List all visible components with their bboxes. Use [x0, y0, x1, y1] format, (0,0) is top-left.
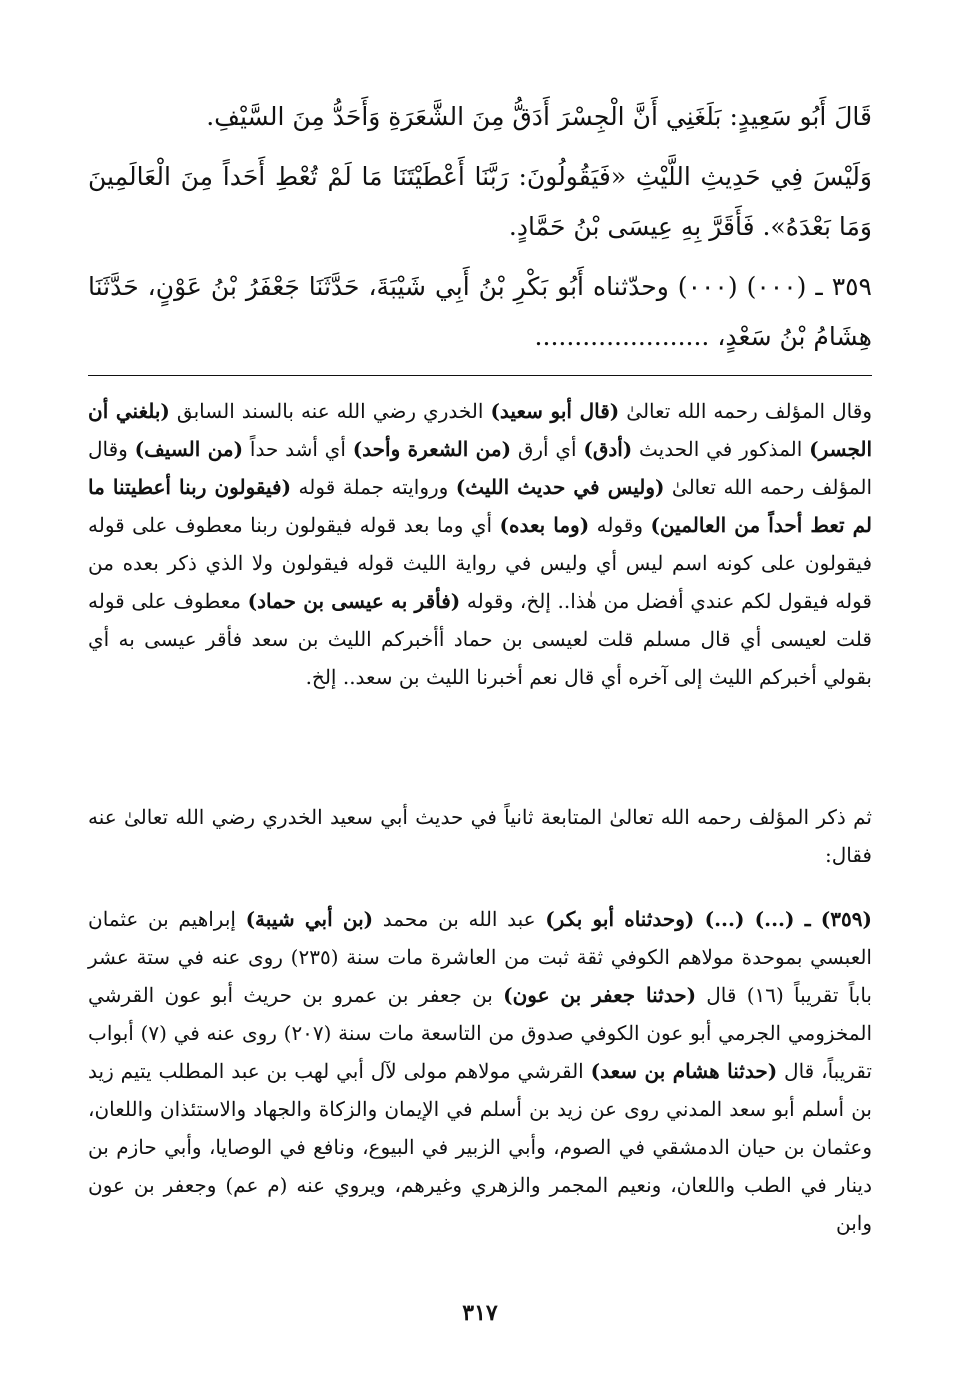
- commentary-text: أي أشد حداً: [243, 437, 353, 461]
- matn-paragraph-1: قَالَ أَبُو سَعِيدٍ: بَلَغَنِي أَنَّ الْجِسْرَ أَدَقُّ مِنَ الشَّعَرَةِ وَأَحَدُّ مِنَ السَّيْفِ.: [206, 102, 872, 131]
- section-divider: [88, 375, 872, 376]
- commentary-text: بن جعفر بن عمرو بن حريث أبو عون القرشي المخزومي الجرمي أبو عون الكوفي صدوق من التاسعة مات سنة (٢٠٧) روى عنه في (٧) أبواب تقريباً، قال: [88, 983, 873, 1083]
- commentary-text: وقوله: [589, 513, 651, 537]
- quoted-phrase: (أدق): [583, 437, 633, 461]
- commentary-text: المذكور في الحديث: [632, 437, 810, 461]
- commentary-text: ثم ذكر المؤلف رحمه الله تعالىٰ المتابعة ثانياً في حديث أبي سعيد الخدري رضي الله تعالىٰ عنه فقال:: [88, 805, 872, 867]
- commentary-paragraph-2: [88, 798, 872, 874]
- commentary-text: القرشي مولاهم مولى لآل أبي لهب بن عبد المطلب يتيم زيد بن أسلم أبو سعد المدني روى عن زيد بن أسلم في الإيمان والزكاة والجهاد والاستئذان واللعان، وعثمان بن حيان الدمشقي في الصوم، وأبي الزبير في البيوع، ونافع في الوصايا، وأبي حازم بن دينار في الطب واللعان، ونعيم المجمر والزهري وغيرهم، ويروي عنه (م عم) وجعفر بن عون وابن: [88, 1059, 873, 1235]
- commentary-text: وقال المؤلف رحمه الله تعالىٰ: [88, 437, 873, 499]
- page-number: ٣١٧: [462, 1300, 498, 1326]
- quoted-phrase: (من السيف): [134, 437, 244, 461]
- commentary-text: أي وما بعد قوله فيقولون ربنا معطوف على قوله فيقولون على كونه اسم ليس أي وليس في رواية الليث قوله فيقولون ولا الذي ذكر بعده من قوله فيقول لكم عندي أفضل من هٰذا.. إلخ، وقوله: [88, 513, 872, 613]
- commentary-paragraph-3: [88, 900, 872, 1242]
- quoted-phrase: (وما بعده): [499, 513, 590, 537]
- commentary-text: عبد الله بن محمد: [373, 907, 546, 931]
- commentary-text: إبراهيم بن عثمان العبسي بموحدة مولاهم الكوفي ثقة ثبت من العاشرة مات سنة (٢٣٥) روى عنه في ستة عشر باباً تقريباً (١٦) قال: [88, 907, 872, 1007]
- commentary-text: الخدري رضي الله عنه بالسند السابق: [169, 399, 491, 423]
- quoted-phrase: (بلغني أن الجسر): [88, 399, 873, 461]
- quoted-phrase: (حدثنا جعفر بن عون): [503, 983, 697, 1007]
- quoted-phrase: (فأقر به عيسى بن حماد): [247, 589, 461, 613]
- commentary-text: وقال المؤلف رحمه الله تعالىٰ: [619, 399, 872, 423]
- quoted-phrase: (فيقولون ربنا أعطيتنا ما لم تعط أحداً من العالمين): [88, 475, 873, 537]
- commentary-text: معطوف على قوله قلت لعيسى أي قال مسلم قلت لعيسى بن حماد أأخبركم الليث بن سعد فأقر عيسى به أي بقولي أخبركم الليث إلى آخره أي قال نعم أخبرنا الليث بن سعد.. إلخ.: [88, 589, 872, 689]
- quoted-phrase: (من الشعرة وأحد): [352, 437, 512, 461]
- commentary-paragraph-1: [88, 392, 872, 696]
- quoted-phrase: (وليس في حديث الليث): [455, 475, 665, 499]
- matn-paragraph-2: وَلَيْسَ فِي حَدِيثِ اللَّيْثِ «فَيَقُولُونَ: رَبَّنَا أَعْطَيْتَنَا مَا لَمْ تُعْطِ أَحَداً مِنَ الْعَالَمِينَ وَمَا بَعْدَهُ». فَأَقَرَّ بِهِ عِيسَى بْنُ حَمَّادٍ.: [88, 162, 872, 241]
- quoted-phrase: (قال أبو سعيد): [490, 399, 620, 423]
- quoted-phrase: (٣٥٩) ـ (...) (...) (وحدثناه أبو بكر): [545, 907, 872, 931]
- quoted-phrase: (بن أبي شيبة): [245, 907, 374, 931]
- quoted-phrase: (حدثنا هشام بن سعد): [590, 1059, 778, 1083]
- matn-paragraph-3: ٣٥٩ ـ (٠٠٠) (٠٠٠) وحدّثناه أَبُو بَكْرِ بْنُ أَبِي شَيْبَةَ، حَدَّثَنَا جَعْفَرُ بْنُ عَوْنٍ، حَدَّثَنَا هِشَامُ بْنُ سَعْدٍ، ......................: [88, 272, 872, 351]
- commentary-text: وروايته جملة قوله: [291, 475, 456, 499]
- commentary-text: أي أرق: [511, 437, 584, 461]
- hadith-text: [88, 92, 872, 362]
